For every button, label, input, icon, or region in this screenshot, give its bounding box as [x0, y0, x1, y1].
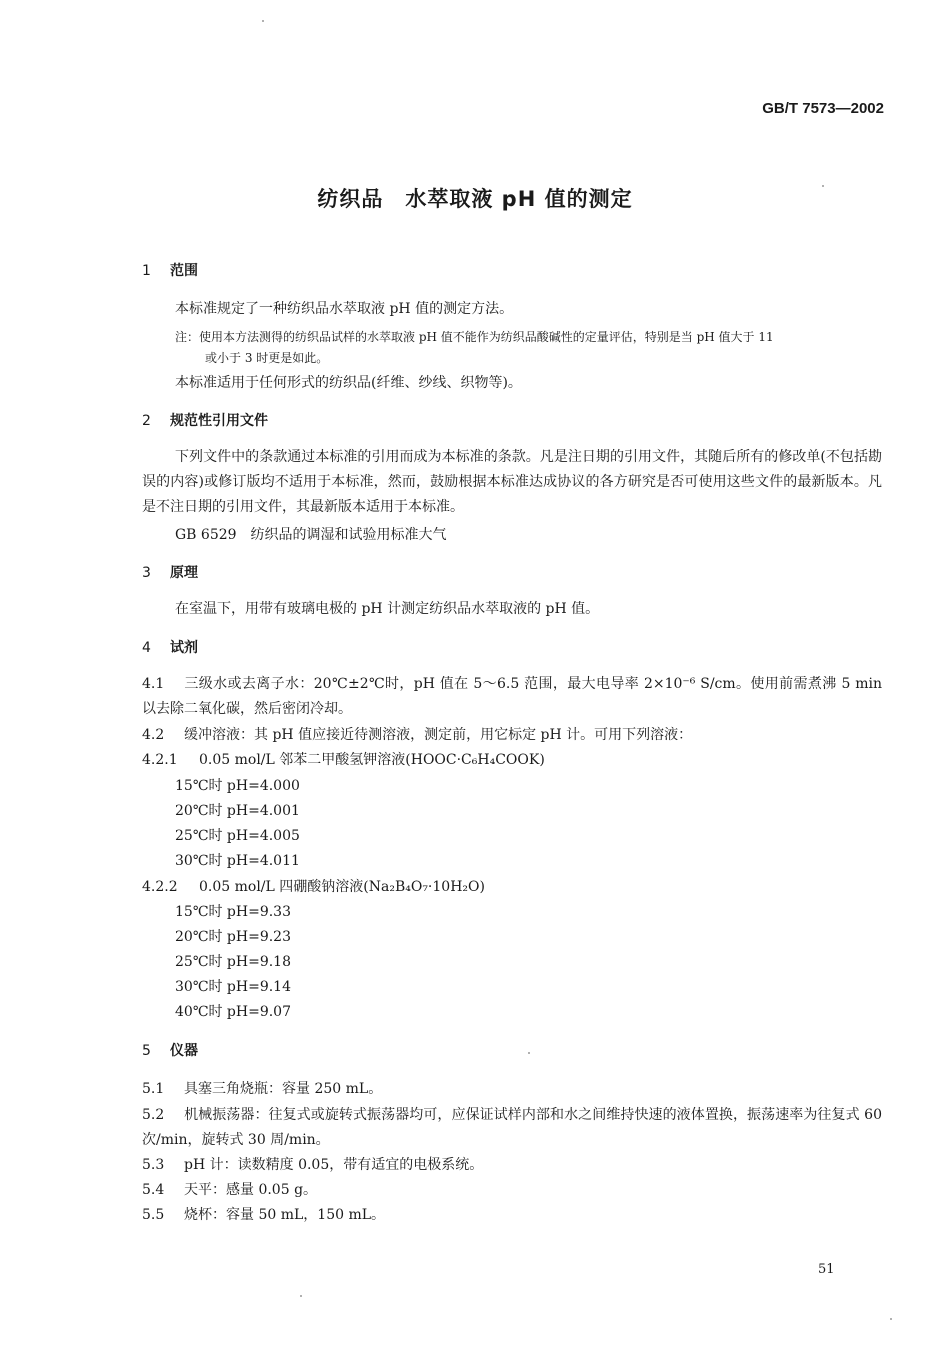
section-number: 4	[142, 640, 151, 656]
section-2-heading	[142, 410, 268, 430]
section-1-note-line-1: 注：使用本方法测得的纺织品试样的水萃取液 pH 值不能作为纺织品酸碱性的定量评估，特别是当 pH 值大于 11	[175, 330, 774, 344]
section-number: 2	[142, 413, 151, 429]
ph-value-row: 25℃时 pH=9.18	[175, 954, 291, 970]
clause-number: 4.2	[142, 727, 165, 743]
section-1-scope: 本标准适用于任何形式的纺织品(纤维、纱线、织物等)。	[175, 375, 522, 391]
clause-text: 三级水或去离子水：20℃±2℃时，pH 值在 5～6.5 范围，最大电导率 2×10⁻⁶ S/cm。使用前需煮沸 5 min 以去除二氧化碳，然后密闭冷却。	[142, 676, 882, 717]
clause-text: 缓冲溶液：其 pH 值应接近待测溶液，测定前，用它标定 pH 计。可用下列溶液：	[184, 727, 693, 743]
standard-code: GB/T 7573—2002	[762, 100, 884, 117]
section-title: 仪器	[170, 1043, 198, 1059]
scan-speck	[890, 1318, 892, 1320]
section-5-heading	[142, 1040, 198, 1060]
clause-4-2-2	[142, 876, 485, 896]
clause-number: 5.2	[142, 1107, 165, 1123]
clause-text: 具塞三角烧瓶：容量 250 mL。	[184, 1081, 383, 1097]
ph-value-row: 30℃时 pH=4.011	[175, 853, 300, 869]
clause-text: 0.05 mol/L 四硼酸钠溶液(Na₂B₄O₇·10H₂O)	[199, 879, 485, 895]
ph-value-row: 30℃时 pH=9.14	[175, 979, 291, 995]
ph-value-row: 15℃时 pH=9.33	[175, 904, 291, 920]
clause-5-4	[142, 1179, 317, 1199]
clause-number: 4.2.1	[142, 752, 178, 768]
section-2-paragraph	[142, 445, 882, 520]
clause-4-2	[142, 724, 692, 744]
scan-speck	[300, 1295, 302, 1297]
clause-4-1	[142, 672, 882, 722]
section-1-note-line-2: 或小于 3 时更是如此。	[205, 351, 329, 365]
section-4-heading	[142, 637, 198, 657]
clause-5-3	[142, 1154, 483, 1174]
clause-number: 5.1	[142, 1081, 165, 1097]
ph-value-row: 25℃时 pH=4.005	[175, 828, 300, 844]
section-title: 试剂	[170, 640, 198, 656]
clause-number: 5.5	[142, 1207, 165, 1223]
scan-speck	[528, 1052, 530, 1054]
normative-reference: GB 6529 纺织品的调湿和试验用标准大气	[175, 527, 447, 543]
document-title: 纺织品 水萃取液 pH 值的测定	[317, 187, 633, 211]
clause-text: 0.05 mol/L 邻苯二甲酸氢钾溶液(HOOC·C₆H₄COOK)	[199, 752, 545, 768]
clause-number: 4.1	[142, 676, 165, 692]
section-title: 规范性引用文件	[170, 413, 268, 429]
clause-text: 机械振荡器：往复式或旋转式振荡器均可，应保证试样内部和水之间维持快速的液体置换，振荡速率为往复式 60 次/min，旋转式 30 周/min。	[142, 1107, 882, 1148]
section-number: 3	[142, 565, 151, 581]
clause-4-2-1	[142, 749, 545, 769]
page-number: 51	[818, 1262, 835, 1277]
clause-number: 5.4	[142, 1182, 165, 1198]
ph-value-row: 20℃时 pH=4.001	[175, 803, 300, 819]
section-title: 范围	[170, 263, 198, 279]
ph-value-row: 20℃时 pH=9.23	[175, 929, 291, 945]
clause-text: 天平：感量 0.05 g。	[184, 1182, 318, 1198]
section-number: 1	[142, 263, 151, 279]
clause-number: 4.2.2	[142, 879, 178, 895]
scan-speck	[822, 185, 824, 187]
clause-text: pH 计：读数精度 0.05，带有适宜的电极系统。	[184, 1157, 484, 1173]
section-number: 5	[142, 1043, 151, 1059]
clause-text: 烧杯：容量 50 mL，150 mL。	[184, 1207, 386, 1223]
section-3-paragraph: 在室温下，用带有玻璃电极的 pH 计测定纺织品水萃取液的 pH 值。	[175, 601, 600, 617]
section-3-heading	[142, 562, 198, 582]
section-title: 原理	[170, 565, 198, 581]
section-1-heading	[142, 260, 198, 280]
ph-value-row: 15℃时 pH=4.000	[175, 778, 300, 794]
clause-5-5	[142, 1204, 385, 1224]
section-2-paragraph-text: 下列文件中的条款通过本标准的引用而成为本标准的条款。凡是注日期的引用文件，其随后所有的修改单(不包括勘误的内容)或修订版均不适用于本标准，然而，鼓励根据本标准达成协议的各方研究是否可使用这些文件的最新版本。凡是不注日期的引用文件，其最新版本适用于本标准。	[142, 449, 882, 515]
scan-speck	[262, 20, 264, 22]
section-1-paragraph: 本标准规定了一种纺织品水萃取液 pH 值的测定方法。	[175, 301, 514, 317]
clause-5-1	[142, 1078, 382, 1098]
clause-number: 5.3	[142, 1157, 165, 1173]
clause-5-2	[142, 1103, 882, 1153]
ph-value-row: 40℃时 pH=9.07	[175, 1004, 291, 1020]
